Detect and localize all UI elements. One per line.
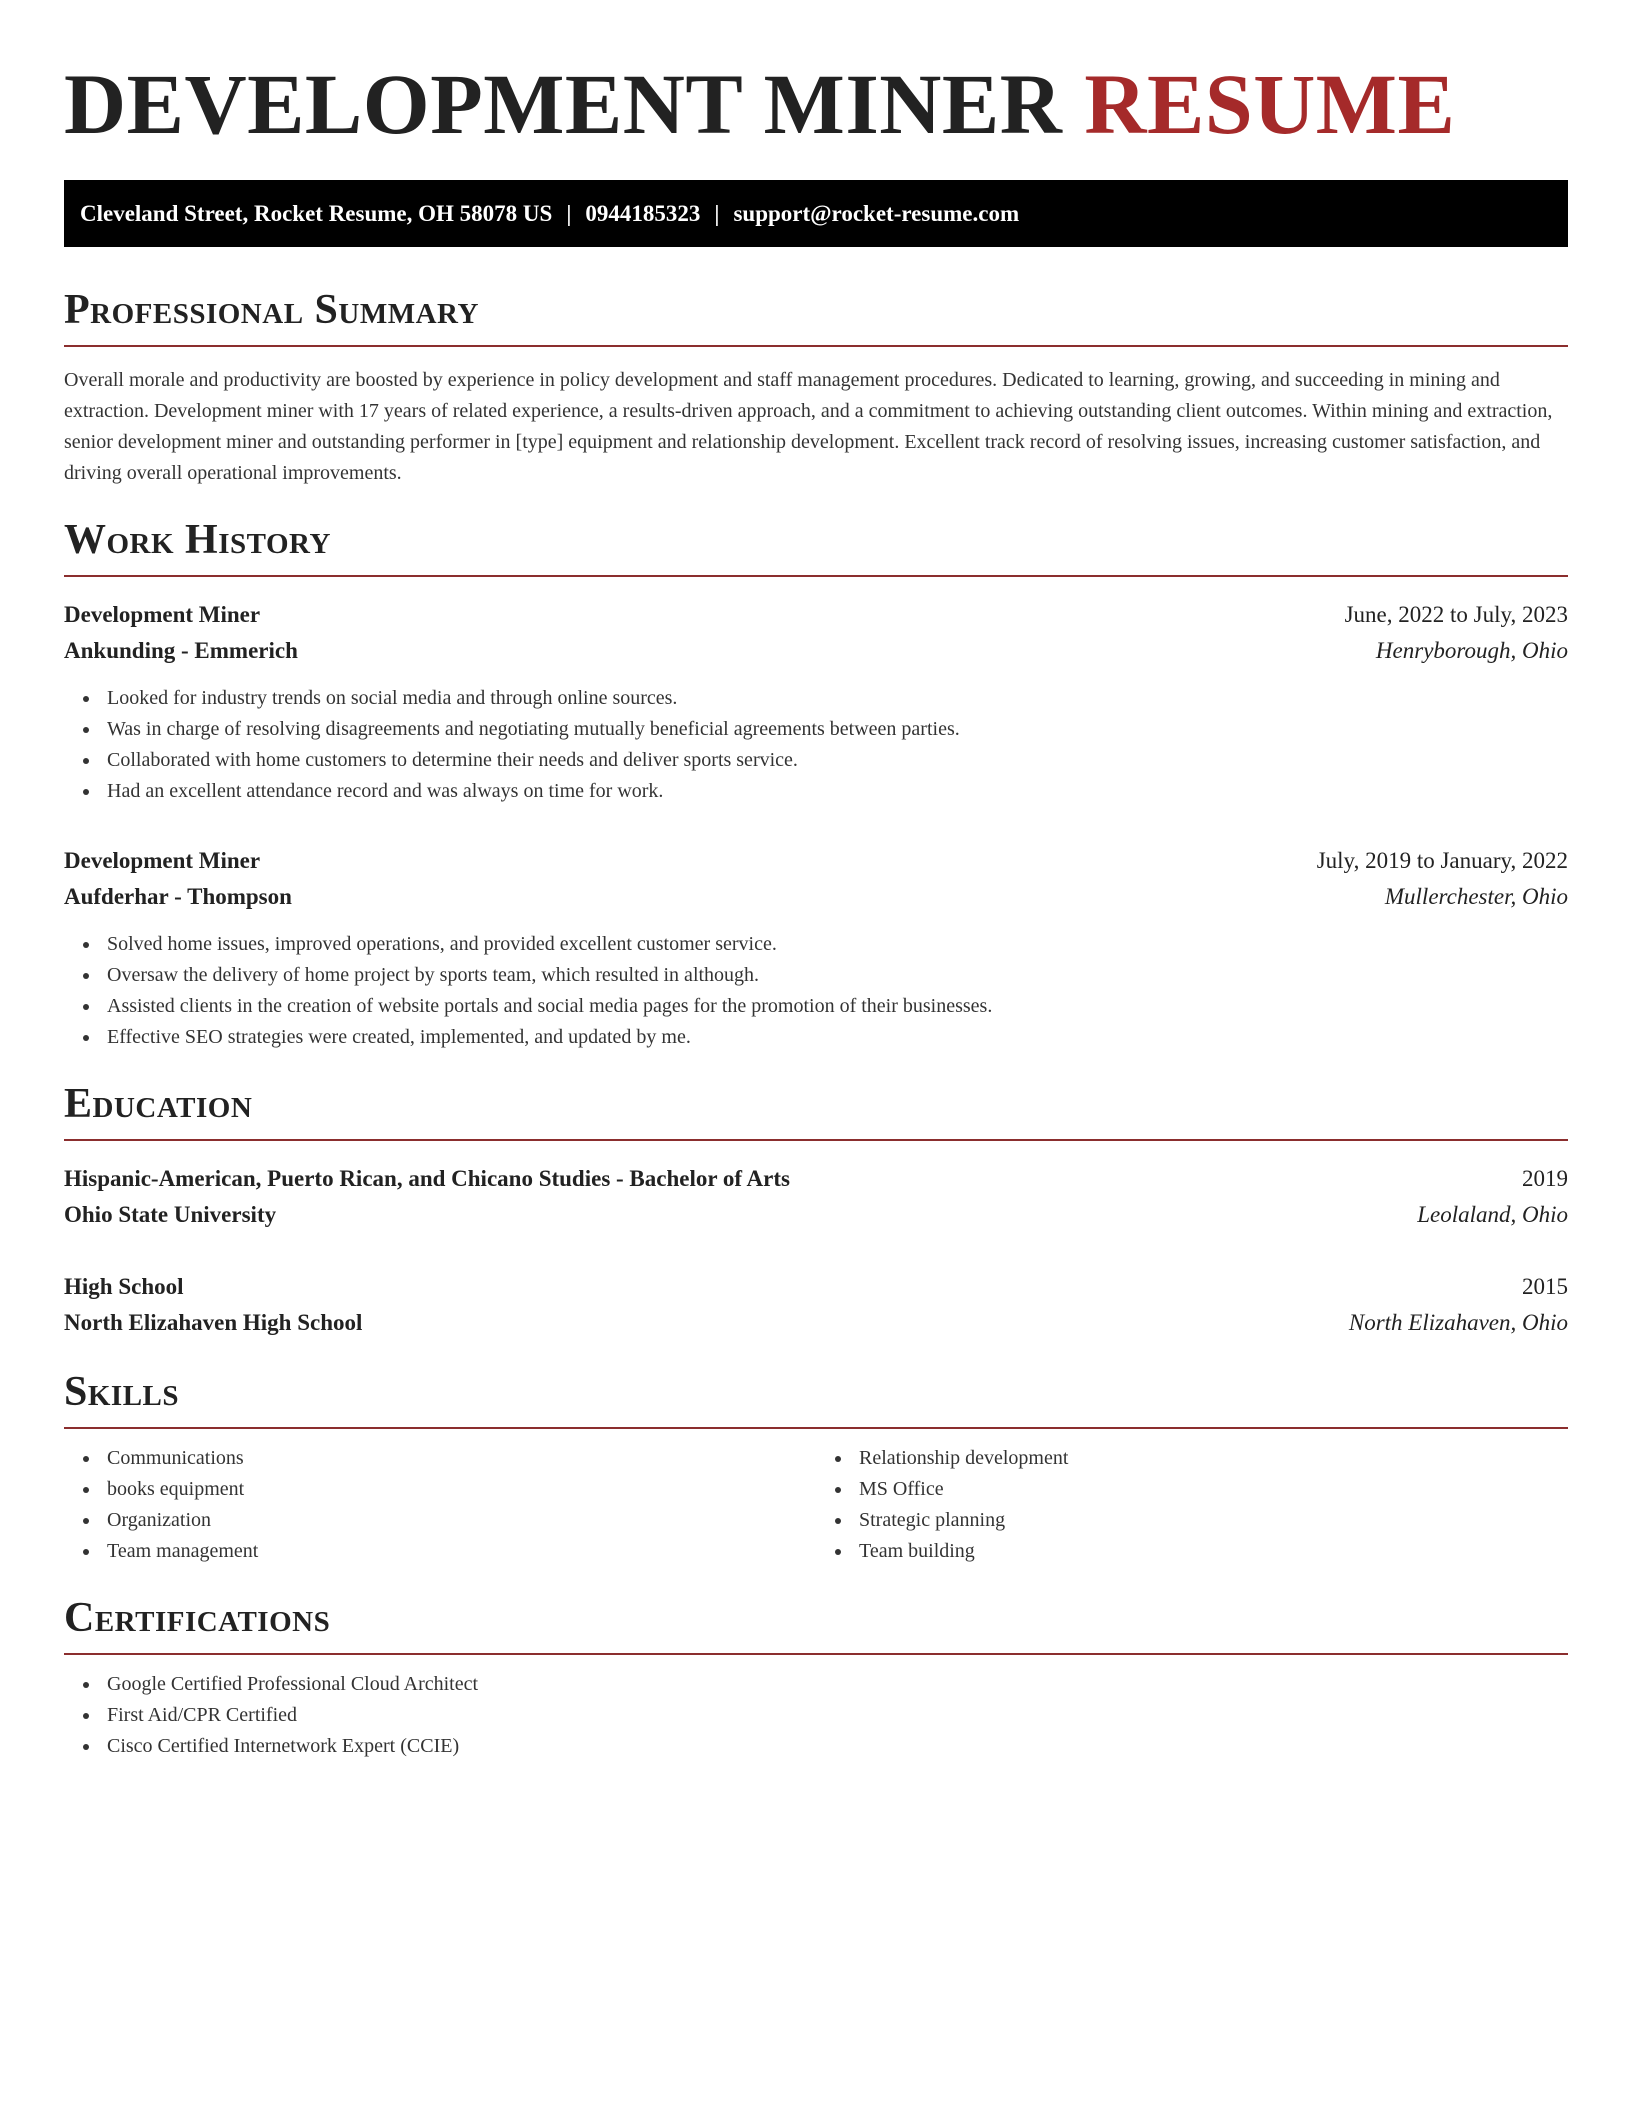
skills-section — [64, 1367, 1568, 1567]
job-dates: June, 2022 to July, 2023 — [1344, 602, 1568, 627]
contact-separator: | — [566, 200, 572, 226]
education-entry — [64, 1269, 1568, 1341]
job-dates: July, 2019 to January, 2022 — [1316, 848, 1568, 873]
work-history-heading: Work History — [64, 515, 1568, 577]
education-location: North Elizahaven, Ohio — [1348, 1310, 1568, 1335]
job-bullet: Looked for industry trends on social media and through online sources. — [107, 683, 1568, 714]
certifications-heading: Certifications — [64, 1593, 1568, 1655]
skill-item: Strategic planning — [859, 1505, 1568, 1536]
contact-separator: | — [714, 200, 720, 226]
certifications-section — [64, 1593, 1568, 1762]
work-history-section — [64, 515, 1568, 1053]
certification-item: Google Certified Professional Cloud Architect — [107, 1669, 1568, 1700]
title-main: DEVELOPMENT MINER — [64, 56, 1063, 152]
resume-title — [64, 58, 1568, 150]
job-bullet: Effective SEO strategies were created, implemented, and updated by me. — [107, 1022, 1568, 1053]
skill-item: Team building — [859, 1536, 1568, 1567]
education-year: 2015 — [1522, 1274, 1568, 1299]
education-school-row — [64, 1305, 1568, 1341]
summary-section — [64, 285, 1568, 489]
job-company-row — [64, 633, 1568, 669]
education-school: North Elizahaven High School — [64, 1310, 363, 1335]
job-bullet: Was in charge of resolving disagreements and negotiating mutually beneficial agreements between parties. — [107, 714, 1568, 745]
education-degree-row — [64, 1269, 1568, 1305]
skill-item: Relationship development — [859, 1443, 1568, 1474]
job-title-row — [64, 843, 1568, 879]
certifications-list — [64, 1669, 1568, 1762]
skill-item: Organization — [107, 1505, 816, 1536]
job-bullets — [64, 929, 1568, 1053]
education-year: 2019 — [1522, 1166, 1568, 1191]
job-bullet: Solved home issues, improved operations, and provided excellent customer service. — [107, 929, 1568, 960]
skill-item: Communications — [107, 1443, 816, 1474]
job-bullets — [64, 683, 1568, 807]
education-degree-row — [64, 1161, 1568, 1197]
job-location: Henryborough, Ohio — [1375, 638, 1568, 663]
job-title-row — [64, 597, 1568, 633]
contact-phone: 0944185323 — [585, 200, 701, 226]
education-section — [64, 1079, 1568, 1341]
job-entry — [64, 843, 1568, 1053]
job-bullet: Oversaw the delivery of home project by sports team, which resulted in although. — [107, 960, 1568, 991]
skill-item: MS Office — [859, 1474, 1568, 1505]
job-company: Ankunding - Emmerich — [64, 638, 298, 663]
job-bullet: Had an excellent attendance record and was always on time for work. — [107, 776, 1568, 807]
skills-column-right — [816, 1443, 1568, 1567]
contact-address: Cleveland Street, Rocket Resume, OH 58078 US — [80, 200, 553, 226]
education-degree: Hispanic-American, Puerto Rican, and Chicano Studies - Bachelor of Arts — [64, 1166, 790, 1191]
job-location: Mullerchester, Ohio — [1384, 884, 1568, 909]
skills-heading: Skills — [64, 1367, 1568, 1429]
skills-column-left — [64, 1443, 816, 1567]
job-company: Aufderhar - Thompson — [64, 884, 292, 909]
education-school-row — [64, 1197, 1568, 1233]
summary-heading: Professional Summary — [64, 285, 1568, 347]
job-entry — [64, 597, 1568, 807]
title-accent: RESUME — [1084, 56, 1456, 152]
skill-item: books equipment — [107, 1474, 816, 1505]
job-company-row — [64, 879, 1568, 915]
summary-text: Overall morale and productivity are boosted by experience in policy development and staff management procedures. Dedicated to learning, growing, and succeeding in mining and extraction. Development miner with 17 years of related experience, a results-driven approach, and a commitment to achieving outstanding client outcomes. Within mining and extraction, senior development miner and outstanding performer in [type] equipment and relationship development. Excellent track record of resolving issues, increasing customer satisfaction, and driving overall operational improvements. — [64, 369, 1553, 484]
education-location: Leolaland, Ohio — [1417, 1202, 1568, 1227]
education-entry — [64, 1161, 1568, 1233]
certification-item: Cisco Certified Internetwork Expert (CCIE) — [107, 1731, 1568, 1762]
job-bullet: Collaborated with home customers to determine their needs and deliver sports service. — [107, 745, 1568, 776]
certification-item: First Aid/CPR Certified — [107, 1700, 1568, 1731]
education-degree: High School — [64, 1274, 184, 1299]
skills-grid — [64, 1443, 1568, 1567]
skill-item: Team management — [107, 1536, 816, 1567]
education-school: Ohio State University — [64, 1202, 277, 1227]
job-title: Development Miner — [64, 602, 261, 627]
job-title: Development Miner — [64, 848, 261, 873]
contact-email: support@rocket-resume.com — [733, 200, 1020, 226]
contact-bar — [64, 180, 1568, 247]
job-bullet: Assisted clients in the creation of website portals and social media pages for the promotion of their businesses. — [107, 991, 1568, 1022]
education-heading: Education — [64, 1079, 1568, 1141]
